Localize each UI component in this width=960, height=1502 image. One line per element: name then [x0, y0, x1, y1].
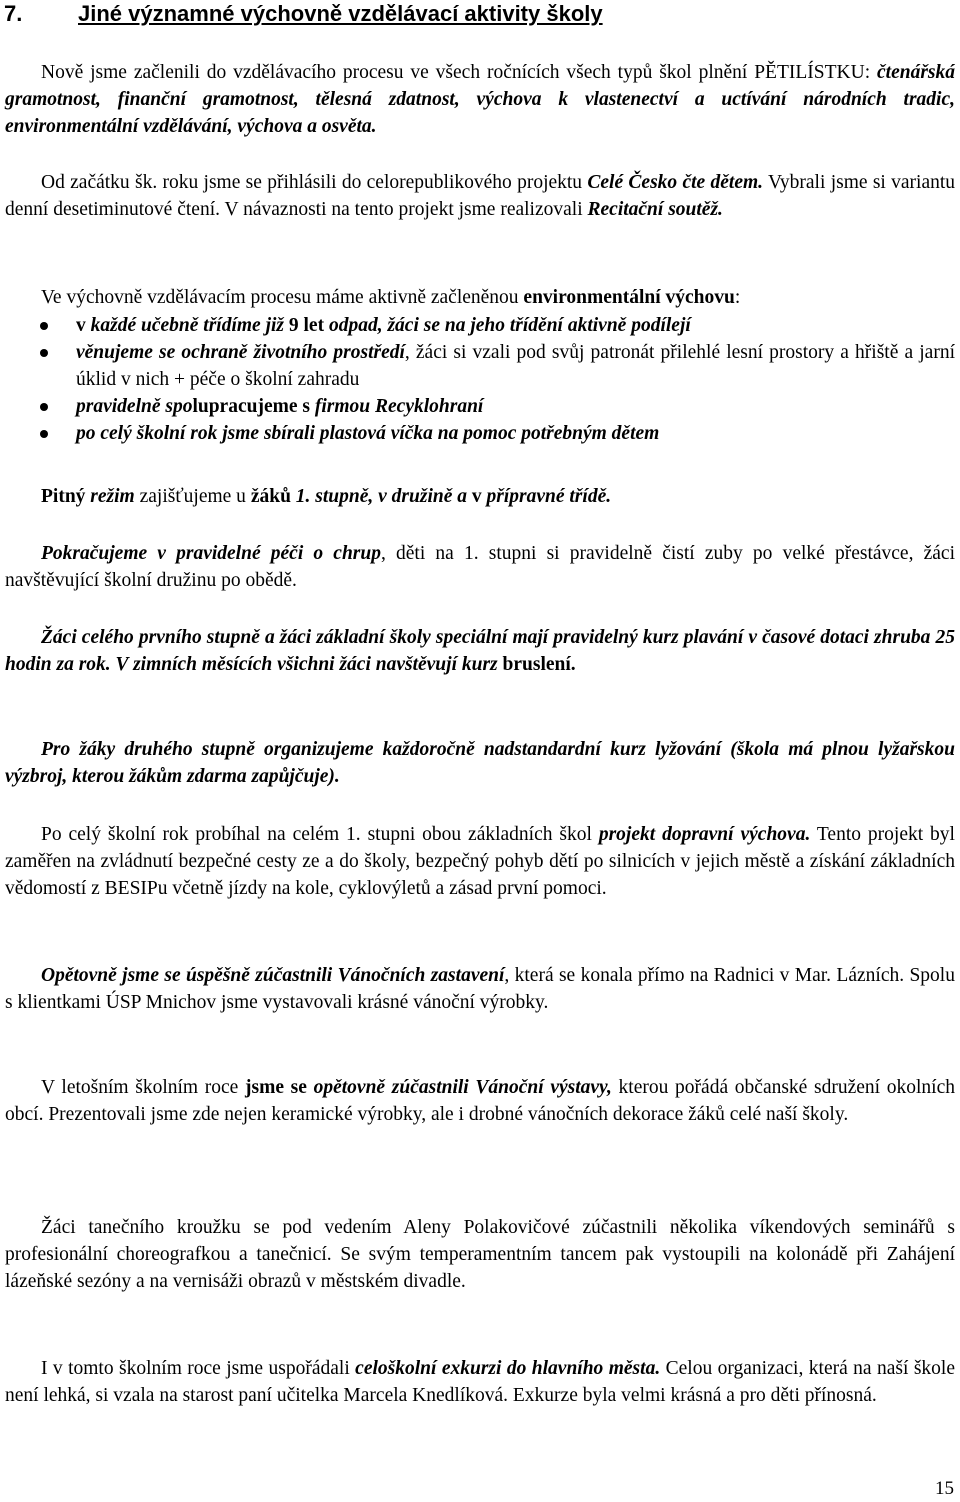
list-item [0, 420, 955, 447]
page-number: 15 [935, 1478, 954, 1499]
text-run: Tento projekt byl zaměřen na zvládnutí bezpečné cesty ze a do školy, bezpečný pohyb dětí po silnicích v jejich městě a získání základních vědomostí z BESIPu včetně jízdy na kole, cyklovýletů a zásad první pomoci. [5, 824, 955, 899]
list-item [0, 393, 955, 420]
text-run-bold: žáků [250, 486, 296, 507]
text-run-bold-italic: opětovně zúčastnili Vánoční výstavy, [313, 1077, 612, 1098]
paragraph-chrup [5, 540, 955, 594]
paragraph-tanecni-krouzek [5, 1214, 955, 1295]
text-run-bold-italic: každé učebně třídíme již [90, 315, 289, 336]
text-run-bold-italic: časové dotaci zhruba 25 hodin za rok. V zimních měsících všichni žáci navštěvují kurz [5, 627, 955, 675]
text-run-bold: lupracujeme s [192, 396, 315, 417]
text-run: Vybrali jsme si variantu denní desetiminutové čtení. V návaznosti na tento projekt jsme realizovali [5, 172, 956, 220]
text-run-bold-italic: Pokračujeme v pravidelné péči o chrup [41, 543, 381, 564]
bullet-icon [40, 430, 48, 438]
bullet-icon [40, 403, 48, 411]
text-run-bold-italic: přípravné třídě. [486, 486, 612, 507]
section-number: 7. [4, 1, 23, 26]
text-run-bold-italic: Recitační soutěž. [587, 199, 723, 220]
text-run: Celou organizaci, která na naší škole není lehká, si vzala na starost paní učitelka Marcela Knedlíková. Exkurze byla velmi krásná a pro děti přínosná. [5, 1358, 955, 1406]
bullet-icon [40, 322, 48, 330]
text-run-bold-italic: Pro žáky druhého stupně organizujeme každoročně nadstandardní kurz lyžování (škola má plnou lyžařskou výzbroj, kterou žákům zdarma zapůjčuje). [5, 739, 955, 787]
paragraph-vanocni-vystava [5, 1074, 955, 1128]
text-run: zajišťujeme u [134, 486, 251, 507]
paragraph-environmental [5, 284, 955, 311]
text-run-bold-italic: Celé Česko čte dětem. [587, 172, 764, 193]
paragraph-dopravni-vychova [5, 821, 955, 902]
text-run-bold-italic: 1. stupně, [295, 486, 379, 507]
paragraph-pitny-rezim [5, 483, 955, 510]
list-item [0, 339, 955, 393]
text-run: V letošním školním roce [41, 1077, 246, 1098]
text-run-bold-italic: věnujeme se ochraně životního prostředí [76, 342, 405, 363]
text-run: : [734, 287, 741, 308]
paragraph-petilistek [5, 59, 955, 140]
text-run-bold-italic: režim [90, 486, 135, 507]
text-run-bold: bruslení. [502, 654, 576, 675]
text-run-bold-italic: projekt dopravní výchova. [598, 824, 811, 845]
text-run: Žáci tanečního kroužku se pod vedením Aleny Polakovičové zúčastnili několika víkendových seminářů s profesionální choreografkou a tanečnicí. Se svým temperamentním tancem pak vystoupili na kolonádě při Zahájení lázeňské sezóny a na vernisáži obrazů v městském divadle. [5, 1217, 955, 1292]
text-run-bold: environmentální výchovu [523, 287, 735, 308]
text-run-bold-italic: po celý školní rok jsme sbírali plastová víčka na pomoc potřebným dětem [76, 423, 660, 444]
paragraph-exkurze [5, 1355, 955, 1409]
paragraph-plavani [5, 624, 955, 678]
text-run-bold-italic: Žáci celého prvního stupně a žáci základní školy speciální mají pravidelný kurz plavání v [41, 627, 763, 648]
text-run-bold-italic: odpad, žáci se na jeho třídění aktivně podílejí [328, 315, 691, 336]
text-run-bold-italic: pravidelně spo [76, 396, 193, 417]
list-item [0, 312, 955, 339]
text-run-bold-italic: čtenářská gramotnost, finanční gramotnost, tělesná zdatnost, výchova k vlastenectví a uctívání národních tradic, environmentální vzdělávání, výchova a osvěta. [5, 62, 955, 137]
text-run: Ve výchovně vzdělávacím procesu máme aktivně začleněnou [41, 287, 524, 308]
text-run-bold-italic: Opětovně jsme se úspěšně zúčastnili Vánočních zastavení [41, 965, 505, 986]
text-run: , děti na 1. stupni si pravidelně čistí zuby po velké přestávce, žáci navštěvující školní družinu po obědě. [5, 543, 955, 591]
text-run-bold: v [471, 486, 487, 507]
environmental-list [0, 312, 955, 447]
paragraph-lyzovani [5, 736, 955, 790]
text-run: Po celý školní rok probíhal na celém 1. stupni obou základních škol [41, 824, 599, 845]
text-run-bold-italic: celoškolní exkurzi do hlavního města. [355, 1358, 661, 1379]
paragraph-vanocni-zastaveni [5, 962, 955, 1016]
text-run-bold: 9 let [288, 315, 329, 336]
text-run: Nově jsme začlenili do vzdělávacího procesu ve všech ročnících všech typů škol plnění PĚTILÍSTKU: [41, 62, 877, 83]
text-run-bold-italic: firmou Recyklohraní [314, 396, 484, 417]
text-run-bold: v [76, 315, 91, 336]
text-run: kterou pořádá občanské sdružení okolních obcí. Prezentovali jsme zde nejen keramické výrobky, ale i drobné vánočních dekorace žáků celé naší školy. [5, 1077, 955, 1125]
text-run-bold-italic: v družině a [378, 486, 472, 507]
section-title: Jiné významné výchovně vzdělávací aktivity školy [78, 1, 603, 26]
text-run: , žáci si vzali pod svůj patronát přilehlé lesní prostory a hřiště a jarní úklid v nich + péče o školní zahradu [76, 342, 955, 390]
text-run: , která se konala přímo na Radnici v Mar. Lázních. Spolu s klientkami ÚSP Mnichov jsme vystavovali krásné vánoční výrobky. [5, 965, 955, 1013]
text-run-bold: Pitný [41, 486, 91, 507]
bullet-icon [40, 349, 48, 357]
paragraph-cele-cesko [5, 169, 955, 223]
text-run: I v tomto školním roce jsme uspořádali [41, 1358, 356, 1379]
text-run: Od začátku šk. roku jsme se přihlásili do celorepublikového projektu [41, 172, 588, 193]
text-run-bold: jsme se [245, 1077, 314, 1098]
